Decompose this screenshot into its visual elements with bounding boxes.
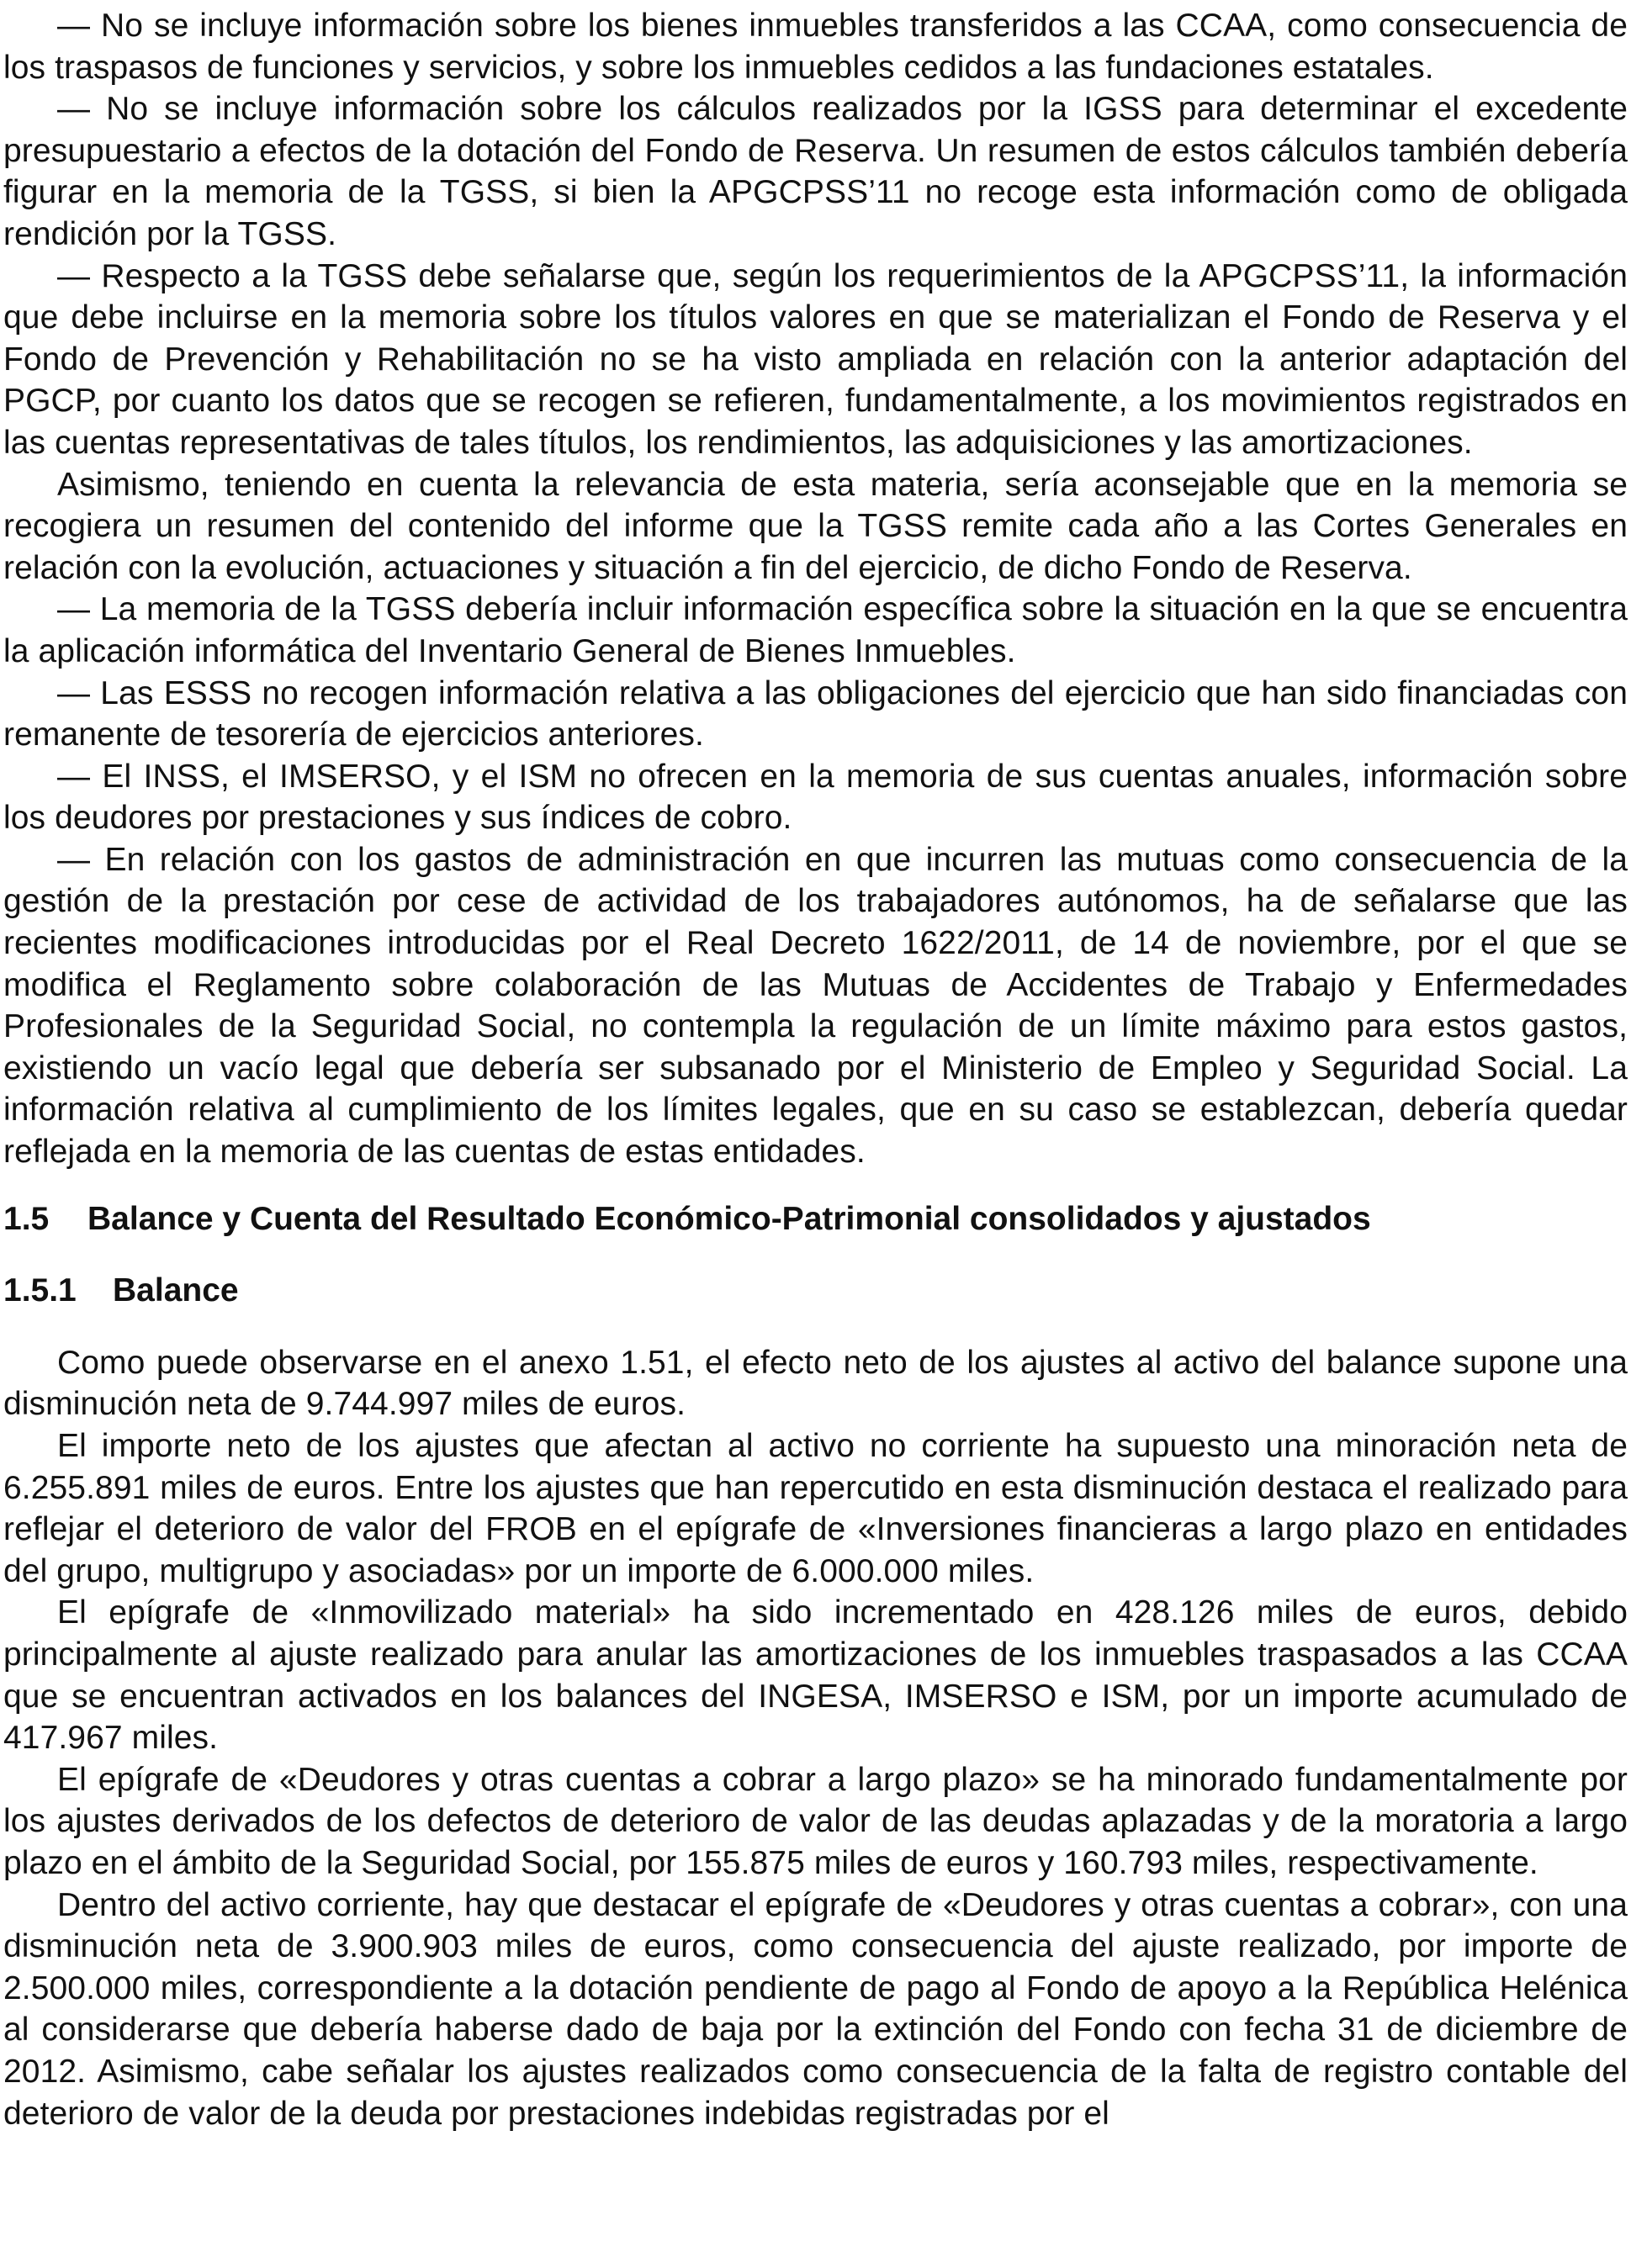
paragraph-deudores-prestaciones: — El INSS, el IMSERSO, y el ISM no ofrecen en la memoria de sus cuentas anuales, información sobre los deudores por prestaciones y sus índices de cobro.: [3, 758, 1628, 837]
paragraph-obligaciones-remanente: — Las ESSS no recogen información relativa a las obligaciones del ejercicio que han sido financiadas con remanente de tesorería de ejercicios anteriores.: [3, 674, 1628, 753]
paragraph-inventario-inmuebles: — La memoria de la TGSS debería incluir información específica sobre la situación en la que se encuentra la aplicación informática del Inventario General de Bienes Inmuebles.: [3, 591, 1628, 669]
subsection-heading: [3, 1270, 1628, 1312]
paragraph-activo-corriente: Dentro del activo corriente, hay que destacar el epígrafe de «Deudores y otras cuentas a cobrar», con una disminución neta de 3.900.903 miles de euros, como consecuencia del ajuste realizado, por importe de 2.500.000 miles, correspondiente a la dotación pendiente de pago al Fondo de apoyo a la República Helénica al considerarse que debería haberse dado de baja por la extinción del Fondo con fecha 31 de diciembre de 2012. Asimismo, cabe señalar los ajustes realizados como consecuencia de la falta de registro contable del deterioro de valor de la deuda por prestaciones indebidas registradas por el: [3, 1886, 1628, 2132]
paragraph-gastos-mutuas: — En relación con los gastos de administración en que incurren las mutuas como consecuencia de la gestión de la prestación por cese de actividad de los trabajadores autónomos, ha de señalarse que las recientes modificaciones introducidas por el Real Decreto 1622/2011, de 14 de noviembre, por el que se modifica el Reglamento sobre colaboración de las Mutuas de Accidentes de Trabajo y Enfermedades Profesionales de la Seguridad Social, no contempla la regulación de un límite máximo para estos gastos, existiendo un vacío legal que debería ser subsanado por el Ministerio de Empleo y Seguridad Social. La información relativa al cumplimiento de los límites legales, que en su caso se establezcan, debería quedar reflejada en la memoria de las cuentas de estas entidades.: [3, 841, 1628, 1171]
paragraph-inmovilizado-material: El epígrafe de «Inmovilizado material» ha sido incrementado en 428.126 miles de euros, debido principalmente al ajuste realizado para anular las amortizaciones de los inmuebles traspasados a las CCAA que se encuentran activados en los balances del INGESA, IMSERSO e ISM, por un importe acumulado de 417.967 miles.: [3, 1594, 1628, 1757]
paragraph-efecto-neto-activo: Como puede observarse en el anexo 1.51, el efecto neto de los ajustes al activo del balance supone una disminución neta de 9.744.997 miles de euros.: [3, 1344, 1628, 1423]
section-heading: [3, 1198, 1628, 1240]
section-number: 1.5: [3, 1200, 50, 1237]
paragraph-titulos-valores: — Respecto a la TGSS debe señalarse que, según los requerimientos de la APGCPSS’11, la información que debe incluirse en la memoria sobre los títulos valores en que se materializan el Fondo de Reserva y el Fondo de Prevención y Rehabilitación no se ha visto ampliada en relación con la anterior adaptación del PGCP, por cuanto los datos que se recogen se refieren, fundamentalmente, a los movimientos registrados en las cuentas representativas de tales títulos, los rendimientos, las adquisiciones y las amortizaciones.: [3, 257, 1628, 461]
paragraph-inmuebles-ccaa: — No se incluye información sobre los bienes inmuebles transferidos a las CCAA, como consecuencia de los traspasos de funciones y servicios, y sobre los inmuebles cedidos a las fundaciones estatales.: [3, 8, 1628, 86]
paragraph-deudores-largo-plazo: El epígrafe de «Deudores y otras cuentas a cobrar a largo plazo» se ha minorado fundamentalmente por los ajustes derivados de los defectos de deterioro de valor de las deudas aplazadas y de la moratoria a largo plazo en el ámbito de la Seguridad Social, por 155.875 miles de euros y 160.793 miles, respectivamente.: [3, 1761, 1628, 1881]
paragraph-calculos-igss: — No se incluye información sobre los cálculos realizados por la IGSS para determinar el excedente presupuestario a efectos de la dotación del Fondo de Reserva. Un resumen de estos cálculos también debería figurar en la memoria de la TGSS, si bien la APGCPSS’11 no recoge esta información como de obligada rendición por la TGSS.: [3, 91, 1628, 252]
subsection-number: 1.5.1: [3, 1272, 77, 1309]
paragraph-activo-no-corriente: El importe neto de los ajustes que afectan al activo no corriente ha supuesto una minoración neta de 6.255.891 miles de euros. Entre los ajustes que han repercutido en esta disminución destaca el realizado para reflejar el deterioro de valor del FROB en el epígrafe de «Inversiones financieras a largo plazo en entidades del grupo, multigrupo y asociadas» por un importe de 6.000.000 miles.: [3, 1428, 1628, 1589]
section-title: Balance y Cuenta del Resultado Económico-Patrimonial consolidados y ajustados: [87, 1200, 1371, 1237]
subsection-title: Balance: [113, 1272, 239, 1309]
paragraph-resumen-informe: Asimismo, teniendo en cuenta la relevancia de esta materia, sería aconsejable que en la memoria se recogiera un resumen del contenido del informe que la TGSS remite cada año a las Cortes Generales en relación con la evolución, actuaciones y situación a fin del ejercicio, de dicho Fondo de Reserva.: [3, 466, 1628, 586]
